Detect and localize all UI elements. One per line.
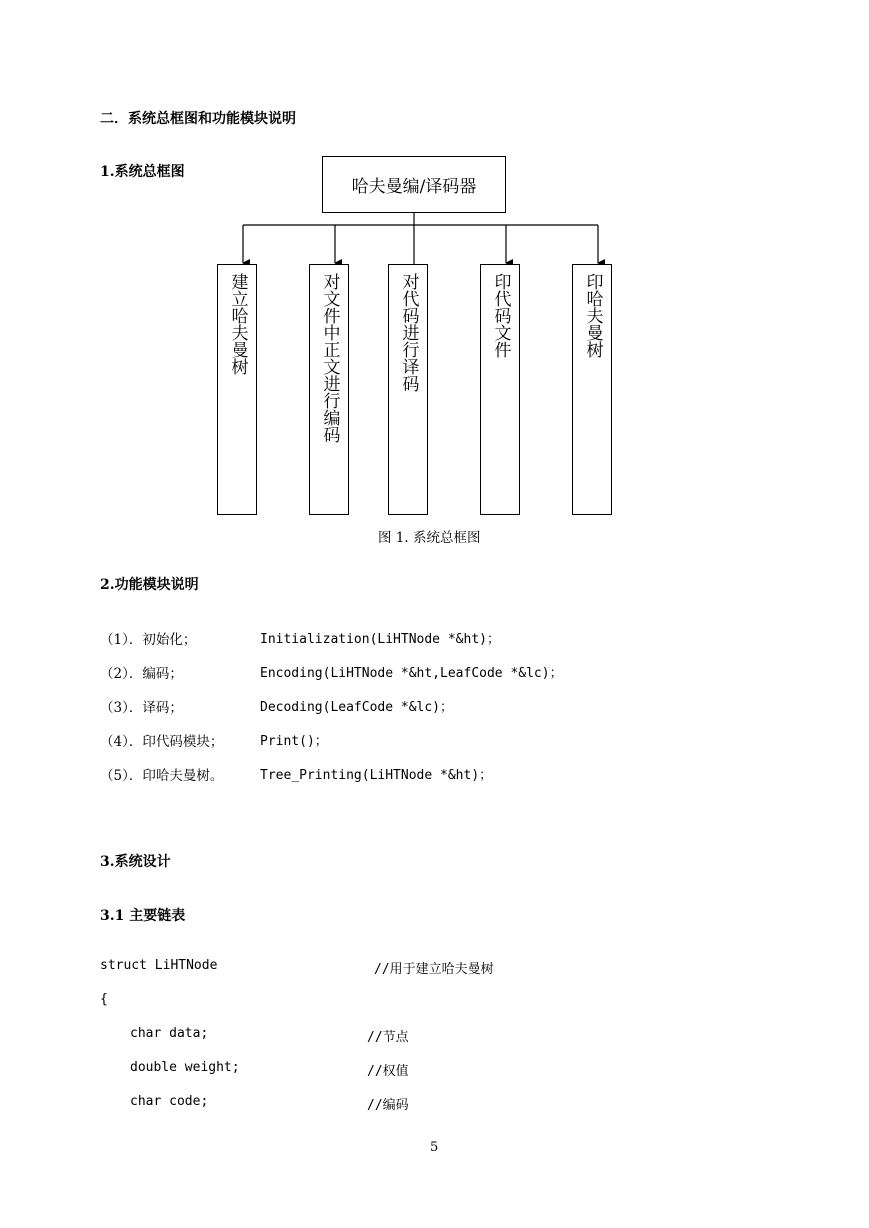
module-function: Print()； [260, 734, 328, 749]
code-field: char data; [130, 1026, 209, 1041]
diagram-root-box [322, 156, 506, 213]
code-comment: //权值 [367, 1064, 409, 1079]
diagram-node-label: 对代码进行译码 [398, 273, 419, 392]
module-function: Decoding(LeafCode *&lc)； [260, 700, 454, 715]
module-label: （1）．初始化； [100, 632, 197, 648]
diagram-node-decode [388, 264, 428, 515]
subsection-title-1: 1.系统总框图 [100, 164, 185, 180]
diagram-connectors [0, 0, 869, 560]
module-function: Initialization(LiHTNode *&ht)； [260, 632, 500, 647]
code-field: double weight; [130, 1060, 240, 1075]
code-field: char code; [130, 1094, 209, 1109]
module-label: （2）．编码； [100, 666, 183, 682]
diagram-caption: 图 1. 系统总框图 [378, 530, 481, 546]
subsection-title-3-1: 3.1 主要链表 [100, 908, 186, 924]
module-function: Encoding(LiHTNode *&ht,LeafCode *&lc)； [260, 666, 563, 681]
diagram-node-build-tree [217, 264, 257, 515]
code-brace: { [100, 992, 108, 1007]
code-comment: //节点 [367, 1030, 409, 1045]
code-comment: //用于建立哈夫曼树 [374, 962, 494, 977]
diagram-node-label: 印代码文件 [490, 273, 511, 358]
diagram-node-print-tree [572, 264, 612, 515]
module-label: （5）．印哈夫曼树。 [100, 768, 224, 784]
code-struct-line: struct LiHTNode [100, 958, 218, 973]
module-label: （4）．印代码模块； [100, 734, 224, 750]
code-comment: //编码 [367, 1098, 409, 1113]
section-title: 二．系统总框图和功能模块说明 [100, 111, 296, 127]
subsection-title-2: 2.功能模块说明 [100, 577, 199, 593]
diagram-node-encode [309, 264, 349, 515]
diagram-node-label: 建立哈夫曼树 [227, 273, 248, 375]
diagram-node-label: 对文件中正文进行编码 [319, 273, 340, 443]
diagram-node-print-code [480, 264, 520, 515]
module-label: （3）．译码； [100, 700, 183, 716]
page-number: 5 [430, 1140, 439, 1155]
diagram-node-label: 印哈夫曼树 [582, 273, 603, 358]
diagram-root-label: 哈夫曼编/译码器 [351, 177, 477, 197]
module-function: Tree_Printing(LiHTNode *&ht)； [260, 768, 493, 783]
subsection-title-3: 3.系统设计 [100, 854, 171, 870]
